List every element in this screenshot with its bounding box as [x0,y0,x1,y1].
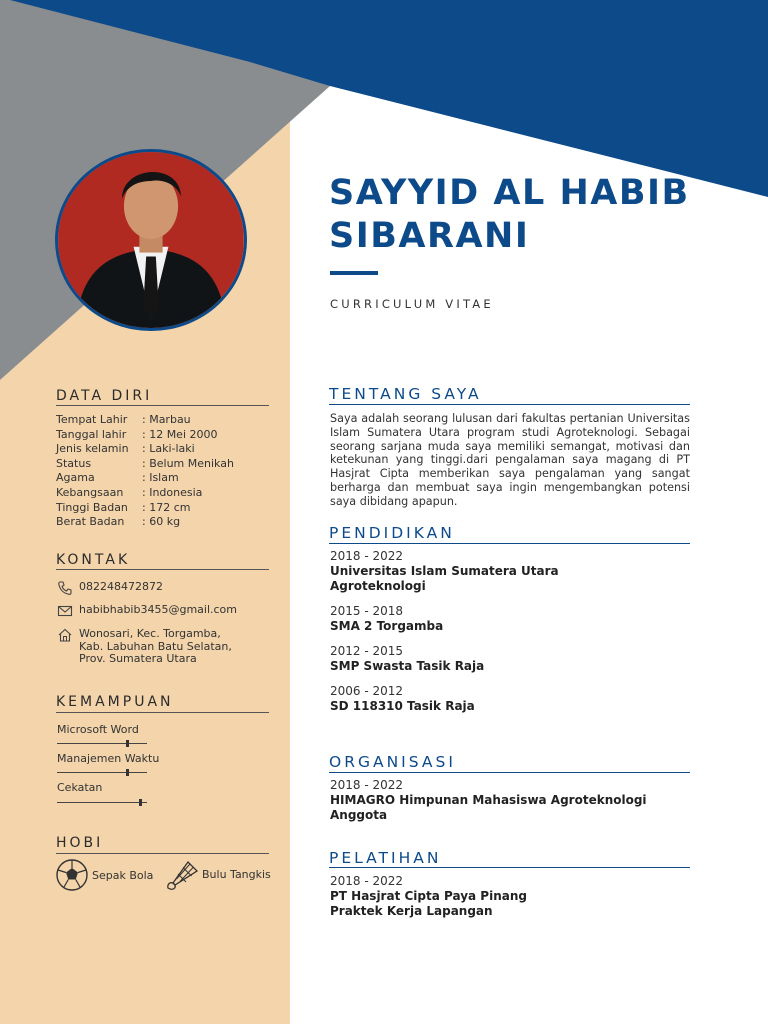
hobby-item [164,856,271,892]
education-entry [330,684,475,714]
personal-data-row [56,413,234,428]
entry-years: 2018 - 2022 [330,549,404,563]
field-label: Berat Badan [56,515,125,529]
organization-entry [330,778,647,823]
section-title-kontak: KONTAK [56,552,131,568]
section-title-hobi: HOBI [56,835,104,851]
entry-company: PT Hasjrat Cipta Paya Pinang [330,889,527,903]
section-rule [329,543,690,544]
section-rule [56,405,269,406]
about-paragraph: Saya adalah seorang lulusan dari fakultas pertanian Universitas Islam Sumatera Utara program studi Agroteknologi. Sebagai seorang sarjana muda saya memiliki semangat, motivasi dan ketekunan yang tinggi.dari pengalaman saya magang di PT Hasjrat Cipta memberikan saya pengalaman yang sangat berharga dan membuat saya ingin mengembangkan potensi saya dibidang apapun. [330,412,690,508]
section-rule [56,569,269,570]
skill-level-bar [57,743,147,744]
contact-address [57,628,232,666]
entry-institution: SD 118310 Tasik Raja [330,699,475,713]
personal-data-row [56,471,234,486]
skill-level-bar [57,802,147,803]
section-title-pelatihan: PELATIHAN [329,849,442,867]
skill-level-marker [139,799,142,806]
profile-photo [55,149,247,331]
section-title-organisasi: ORGANISASI [329,753,456,771]
field-value: : 12 Mei 2000 [142,427,218,441]
training-entry [330,874,527,919]
contact-email[interactable] [57,604,237,619]
section-title-kemampuan: KEMAMPUAN [56,694,174,710]
personal-data-row [56,457,234,472]
personal-data-row [56,486,234,501]
entry-years: 2012 - 2015 [330,644,404,658]
skill-level-marker [126,740,129,747]
entry-years: 2018 - 2022 [330,778,404,792]
hobby-label: Bulu Tangkis [202,867,271,881]
phone-number: 082248472872 [79,580,163,593]
section-rule [56,712,269,713]
address-line: Wonosari, Kec. Torgamba, [79,627,221,640]
address-line: Kab. Labuhan Batu Selatan, [79,639,232,653]
entry-years: 2006 - 2012 [330,684,404,698]
skill-level-bar [57,772,147,773]
entry-organization: HIMAGRO Himpunan Mahasiswa Agroteknologi [330,793,647,807]
education-entry [330,549,559,594]
field-label: Jenis kelamin [56,442,129,456]
entry-years: 2018 - 2022 [330,874,404,888]
field-value: : Belum Menikah [142,456,234,470]
email-address: habibhabib3455@gmail.com [79,603,238,616]
hobby-label: Sepak Bola [92,868,154,882]
education-entry [330,644,484,674]
person-avatar-icon [58,152,244,328]
entry-institution: SMP Swasta Tasik Raja [330,659,485,673]
field-value: : Islam [142,471,179,485]
skill-name: Manajemen Waktu [57,752,160,765]
address-line: Prov. Sumatera Utara [79,652,197,665]
section-title-data-diri: DATA DIRI [56,388,153,404]
home-icon [57,627,73,643]
skill-name: Cekatan [57,781,103,794]
personal-data-row [56,501,234,516]
field-value: : 172 cm [142,500,191,514]
field-value: : Laki-laki [142,442,195,456]
skill-name: Microsoft Word [57,723,139,736]
field-label: Kebangsaan [56,485,124,499]
hobby-item [55,858,153,892]
field-label: Tempat Lahir [56,413,128,426]
skill-level-marker [126,769,129,776]
contact-phone[interactable] [57,581,163,596]
field-value: : 60 kg [142,515,181,529]
mail-icon [57,603,73,619]
field-label: Status [56,456,92,470]
section-rule [56,853,269,854]
section-rule [329,772,690,773]
field-label: Agama [56,471,95,485]
address-text [79,628,232,666]
section-title-pendidikan: PENDIDIKAN [329,524,455,542]
entry-role: Anggota [330,808,388,822]
phone-icon [57,580,73,596]
education-entry [330,604,443,634]
personal-data-list [56,413,234,530]
personal-data-row [56,428,234,443]
personal-data-row [56,515,234,530]
section-rule [329,867,690,868]
field-label: Tinggi Badan [56,500,128,514]
personal-data-row [56,442,234,457]
field-label: Tanggal lahir [56,427,127,441]
section-rule [329,404,690,405]
entry-program: Praktek Kerja Lapangan [330,904,493,918]
shuttlecock-icon [164,856,200,892]
entry-institution: Universitas Islam Sumatera Utara [330,564,559,578]
entry-major: Agroteknologi [330,579,426,593]
candidate-name: SAYYID AL HABIB SIBARANI [329,173,690,256]
field-value: : Indonesia [142,485,203,499]
entry-institution: SMA 2 Torgamba [330,619,444,633]
section-title-tentang-saya: TENTANG SAYA [329,385,482,403]
name-accent-bar [330,271,378,275]
document-subtitle: CURRICULUM VITAE [330,297,494,311]
soccer-ball-icon [55,858,89,892]
entry-years: 2015 - 2018 [330,604,404,618]
field-value: : Marbau [142,413,191,426]
